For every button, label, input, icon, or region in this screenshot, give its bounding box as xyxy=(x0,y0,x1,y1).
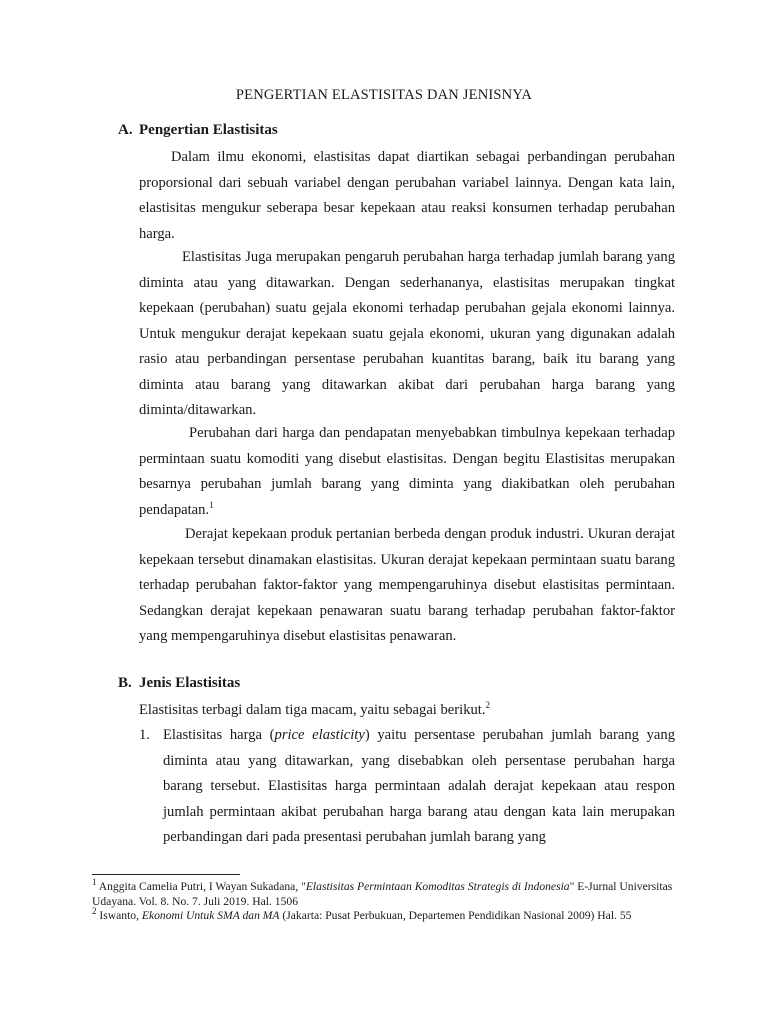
section-b-title: Jenis Elastisitas xyxy=(139,675,241,691)
page-title: PENGERTIAN ELASTISITAS DAN JENISNYA xyxy=(235,87,533,103)
footnote-1-pre: Anggita Camelia Putri, I Wayan Sukadana, " xyxy=(96,880,306,893)
section-a-label: A. xyxy=(118,122,133,138)
section-a-title: Pengertian Elastisitas xyxy=(139,122,278,138)
footnote-ref-2: 2 xyxy=(485,700,490,711)
paragraph-a4: Derajat kepekaan produk pertanian berbeda dengan produk industri. Ukuran derajat kepekaan tersebut dinamakan elastisitas. Ukuran derajat kepekaan permintaan suatu barang terhadap perubahan faktor-faktor yang mempengaruhinya disebut elastisitas permintaan. Sedangkan derajat kepekaan penawaran suatu barang terhadap perubahan faktor-faktor yang mempengaruhinya disebut elastisitas penawaran. xyxy=(139,526,675,644)
footnote-1-number: 1 xyxy=(92,877,97,888)
footnote-2-number: 2 xyxy=(92,906,97,917)
list-item-italic: price elasticity xyxy=(274,727,365,743)
footnote-2-pre: Iswanto, xyxy=(96,909,142,922)
paragraph-a3 xyxy=(139,421,675,523)
list-item-lead: Elastisitas harga ( xyxy=(163,727,275,743)
footnote-1-title: Elastisitas Permintaan Komoditas Strategis di Indonesia xyxy=(305,880,570,893)
section-b-intro xyxy=(139,698,675,724)
footnote-2-title: Ekonomi Untuk SMA dan MA xyxy=(141,909,280,922)
section-b-label: B. xyxy=(118,675,132,691)
list-item-text xyxy=(163,723,675,851)
footnote-1 xyxy=(92,879,682,909)
section-b-intro-text: Elastisitas terbagi dalam tiga macam, yaitu sebagai berikut. xyxy=(139,702,486,718)
footnote-ref-1: 1 xyxy=(209,499,214,510)
footnote-2-post: (Jakarta: Pusat Perbukuan, Departemen Pendidikan Nasional 2009) Hal. 55 xyxy=(279,909,632,922)
paragraph-a2: Elastisitas Juga merupakan pengaruh perubahan harga terhadap jumlah barang yang diminta atau yang ditawarkan. Dengan sederhananya, elastisitas merupakan tingkat kepekaan (perubahan) suatu gejala ekonomi terhadap perubahan gejala ekonomi lainnya. Untuk mengukur derajat kepekaan suatu gejala ekonomi, ukuran yang digunakan adalah rasio atau perbandingan persentase perubahan kuantitas barang, baik itu barang yang diminta atau barang yang ditawarkan akibat dari perubahan harga barang yang diminta/ditawarkan. xyxy=(139,249,675,418)
list-item xyxy=(139,723,675,851)
footnote-divider xyxy=(92,874,240,875)
section-b-heading xyxy=(118,675,240,692)
list-item-number: 1. xyxy=(139,727,150,743)
list-item-rest: ) yaitu persentase perubahan jumlah barang yang diminta atau yang ditawarkan, yang disebabkan oleh persentase perubahan harga barang tersebut. Elastisitas harga permintaan adalah derajat kepekaan atau respon jumlah permintaan akibat perubahan harga barang atau dengan kata lain merupakan perbandingan dari pada presentasi perubahan jumlah barang yang xyxy=(163,727,675,845)
paragraph-a3-text: Perubahan dari harga dan pendapatan menyebabkan timbulnya kepekaan terhadap permintaan suatu komoditi yang disebut elastisitas. Dengan begitu Elastisitas merupakan besarnya perubahan jumlah barang yang diminta yang diakibatkan oleh perubahan pendapatan. xyxy=(139,425,675,518)
footnote-2 xyxy=(92,908,682,923)
section-a-heading xyxy=(118,122,278,139)
paragraph-a1: Dalam ilmu ekonomi, elastisitas dapat diartikan sebagai perbandingan perubahan proporsional dari sebuah variabel dengan perubahan variabel lainnya. Dengan kata lain, elastisitas mengukur seberapa besar kepekaan atau reaksi konsumen terhadap perubahan harga. xyxy=(139,149,675,242)
footnote-1-post: " E-Jurnal Universitas Udayana. Vol. 8. No. 7. Juli 2019. Hal. 1506 xyxy=(92,880,673,908)
